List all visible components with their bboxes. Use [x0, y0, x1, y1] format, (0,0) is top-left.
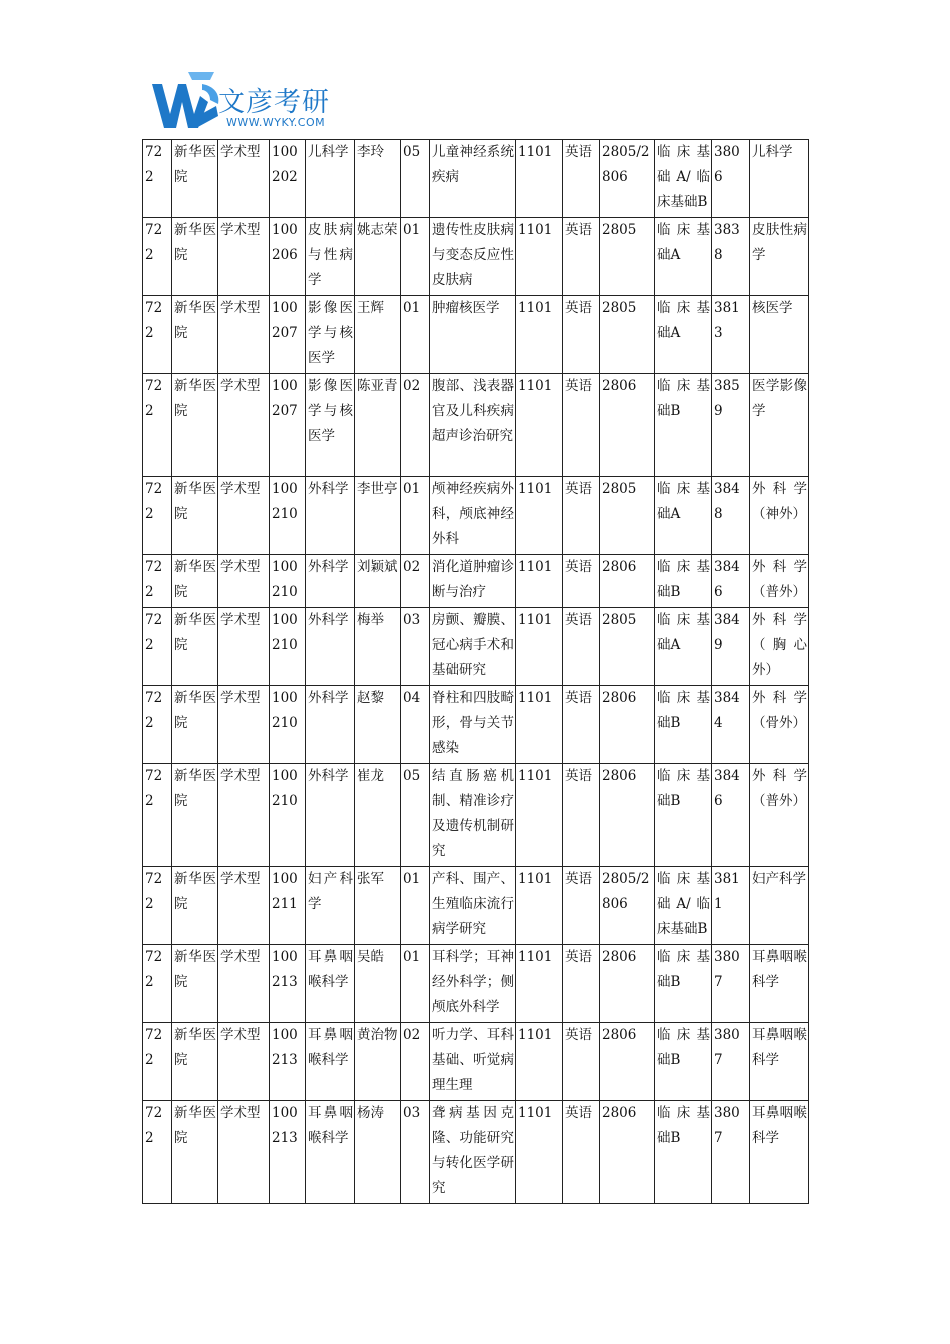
- cell-unit-code: 722: [143, 764, 172, 867]
- cell-politics-code: 1101: [516, 1101, 563, 1204]
- cell-degree-type: 学术型: [218, 686, 270, 764]
- cell-major-code: 100213: [270, 1101, 306, 1204]
- cell-research-direction: 肿瘤核医学: [430, 296, 516, 374]
- cell-major-code: 100207: [270, 296, 306, 374]
- cell-supervisor: 刘颖斌: [355, 555, 401, 608]
- cell-supervisor: 黄治物: [355, 1023, 401, 1101]
- cell-major-code: 100210: [270, 764, 306, 867]
- cell-major-name: 外科学: [306, 477, 355, 555]
- cell-supervisor: 吴皓: [355, 945, 401, 1023]
- cell-degree-type: 学术型: [218, 1101, 270, 1204]
- table-row: [143, 296, 809, 374]
- cell-direction-code: 02: [401, 374, 430, 477]
- table-row: [143, 686, 809, 764]
- cell-major-name: 影像医学与核医学: [306, 374, 355, 477]
- table-row: [143, 764, 809, 867]
- cell-supervisor: 梅举: [355, 608, 401, 686]
- table-body: [143, 140, 809, 1204]
- cell-retest-code: 3846: [712, 555, 750, 608]
- cell-retest-subject: 外科学（胸心外）: [750, 608, 809, 686]
- cell-direction-code: 03: [401, 1101, 430, 1204]
- cell-unit-code: 722: [143, 374, 172, 477]
- cell-unit-code: 722: [143, 867, 172, 945]
- cell-major-name: 外科学: [306, 555, 355, 608]
- cell-major-name: 外科学: [306, 608, 355, 686]
- cell-degree-type: 学术型: [218, 1023, 270, 1101]
- cell-politics-code: 1101: [516, 296, 563, 374]
- cell-retest-code: 3849: [712, 608, 750, 686]
- cell-retest-code: 3807: [712, 945, 750, 1023]
- cell-exam-subject-1: 临床基础B: [655, 945, 712, 1023]
- cell-department: 新华医院: [172, 1101, 218, 1204]
- cell-major-name: 影像医学与核医学: [306, 296, 355, 374]
- cell-direction-code: 05: [401, 764, 430, 867]
- table-row: [143, 945, 809, 1023]
- cell-department: 新华医院: [172, 555, 218, 608]
- cell-major-code: 100210: [270, 686, 306, 764]
- cell-retest-subject: 耳鼻咽喉科学: [750, 945, 809, 1023]
- cell-degree-type: 学术型: [218, 608, 270, 686]
- cell-major-code: 100210: [270, 477, 306, 555]
- cell-exam-subject-1: 临床基础A: [655, 218, 712, 296]
- cell-unit-code: 722: [143, 477, 172, 555]
- cell-direction-code: 01: [401, 218, 430, 296]
- cell-politics-code: 1101: [516, 555, 563, 608]
- cell-department: 新华医院: [172, 1023, 218, 1101]
- cell-retest-code: 3807: [712, 1101, 750, 1204]
- cell-unit-code: 722: [143, 140, 172, 218]
- cell-major-code: 100210: [270, 608, 306, 686]
- cell-politics-code: 1101: [516, 867, 563, 945]
- cell-retest-subject: 外科学（普外）: [750, 555, 809, 608]
- cell-politics-code: 1101: [516, 1023, 563, 1101]
- cell-degree-type: 学术型: [218, 555, 270, 608]
- cell-department: 新华医院: [172, 686, 218, 764]
- cell-unit-code: 722: [143, 945, 172, 1023]
- cell-major-code: 100211: [270, 867, 306, 945]
- cell-research-direction: 儿童神经系统疾病: [430, 140, 516, 218]
- cell-research-direction: 房颤、瓣膜、冠心病手术和基础研究: [430, 608, 516, 686]
- logo-url: WWW.WYKY.COM: [226, 116, 326, 129]
- cell-department: 新华医院: [172, 945, 218, 1023]
- cell-supervisor: 杨涛: [355, 1101, 401, 1204]
- cell-language: 英语: [563, 686, 600, 764]
- table-row: [143, 477, 809, 555]
- cell-degree-type: 学术型: [218, 764, 270, 867]
- cell-degree-type: 学术型: [218, 867, 270, 945]
- cell-politics-code: 1101: [516, 218, 563, 296]
- cell-retest-subject: 皮肤性病学: [750, 218, 809, 296]
- cell-department: 新华医院: [172, 296, 218, 374]
- cell-exam-subject-1: 临床基础B: [655, 686, 712, 764]
- cell-department: 新华医院: [172, 218, 218, 296]
- cell-retest-code: 3848: [712, 477, 750, 555]
- cell-department: 新华医院: [172, 764, 218, 867]
- cell-exam-subject-1: 临床基础B: [655, 1023, 712, 1101]
- cell-research-direction: 产科、围产、生殖临床流行病学研究: [430, 867, 516, 945]
- cell-research-direction: 消化道肿瘤诊断与治疗: [430, 555, 516, 608]
- cell-exam-subject-1: 临床基础B: [655, 764, 712, 867]
- cell-degree-type: 学术型: [218, 296, 270, 374]
- cell-exam-code-1: 2806: [600, 945, 655, 1023]
- cell-retest-subject: 外科学（神外）: [750, 477, 809, 555]
- cell-retest-code: 3859: [712, 374, 750, 477]
- cell-degree-type: 学术型: [218, 374, 270, 477]
- cell-retest-subject: 耳鼻咽喉科学: [750, 1023, 809, 1101]
- table-row: [143, 867, 809, 945]
- cell-retest-code: 3807: [712, 1023, 750, 1101]
- table-row: [143, 374, 809, 477]
- cell-supervisor: 崔龙: [355, 764, 401, 867]
- cell-retest-code: 3838: [712, 218, 750, 296]
- cell-supervisor: 王辉: [355, 296, 401, 374]
- cell-research-direction: 聋病基因克隆、功能研究与转化医学研究: [430, 1101, 516, 1204]
- cell-research-direction: 耳科学；耳神经外科学；侧颅底外科学: [430, 945, 516, 1023]
- cell-retest-subject: 外科学（普外）: [750, 764, 809, 867]
- table-row: [143, 218, 809, 296]
- cell-major-name: 耳鼻咽喉科学: [306, 945, 355, 1023]
- cell-exam-code-1: 2805: [600, 218, 655, 296]
- cell-direction-code: 01: [401, 296, 430, 374]
- cell-direction-code: 01: [401, 945, 430, 1023]
- cell-retest-subject: 核医学: [750, 296, 809, 374]
- cell-retest-subject: 儿科学: [750, 140, 809, 218]
- cell-exam-code-1: 2805: [600, 477, 655, 555]
- cell-major-code: 100213: [270, 1023, 306, 1101]
- cell-major-code: 100202: [270, 140, 306, 218]
- cell-exam-code-1: 2806: [600, 555, 655, 608]
- cell-unit-code: 722: [143, 608, 172, 686]
- cell-exam-code-1: 2805/2806: [600, 140, 655, 218]
- cell-language: 英语: [563, 1023, 600, 1101]
- cell-language: 英语: [563, 140, 600, 218]
- table-row: [143, 608, 809, 686]
- cell-major-code: 100210: [270, 555, 306, 608]
- cell-department: 新华医院: [172, 140, 218, 218]
- cell-supervisor: 李玲: [355, 140, 401, 218]
- cell-exam-code-1: 2806: [600, 1023, 655, 1101]
- cell-major-code: 100207: [270, 374, 306, 477]
- cell-research-direction: 结直肠癌机制、精准诊疗及遗传机制研究: [430, 764, 516, 867]
- cell-department: 新华医院: [172, 608, 218, 686]
- cell-unit-code: 722: [143, 686, 172, 764]
- table-row: [143, 1023, 809, 1101]
- cell-retest-subject: 妇产科学: [750, 867, 809, 945]
- cell-exam-code-1: 2806: [600, 686, 655, 764]
- cell-research-direction: 遗传性皮肤病与变态反应性皮肤病: [430, 218, 516, 296]
- cell-supervisor: 赵黎: [355, 686, 401, 764]
- cell-major-name: 耳鼻咽喉科学: [306, 1023, 355, 1101]
- table-row: [143, 140, 809, 218]
- table-row: [143, 555, 809, 608]
- cell-retest-subject: 医学影像学: [750, 374, 809, 477]
- cell-degree-type: 学术型: [218, 218, 270, 296]
- cell-direction-code: 02: [401, 1023, 430, 1101]
- cell-exam-subject-1: 临床基础B: [655, 555, 712, 608]
- cell-department: 新华医院: [172, 477, 218, 555]
- cell-retest-code: 3846: [712, 764, 750, 867]
- cell-research-direction: 脊柱和四肢畸形，骨与关节感染: [430, 686, 516, 764]
- cell-language: 英语: [563, 867, 600, 945]
- cell-politics-code: 1101: [516, 764, 563, 867]
- cell-major-name: 外科学: [306, 686, 355, 764]
- cell-direction-code: 05: [401, 140, 430, 218]
- cell-degree-type: 学术型: [218, 477, 270, 555]
- cell-exam-subject-1: 临床基础A: [655, 477, 712, 555]
- cell-department: 新华医院: [172, 867, 218, 945]
- cell-degree-type: 学术型: [218, 945, 270, 1023]
- cell-politics-code: 1101: [516, 374, 563, 477]
- cell-major-code: 100213: [270, 945, 306, 1023]
- cell-exam-code-1: 2806: [600, 1101, 655, 1204]
- cell-retest-code: 3806: [712, 140, 750, 218]
- cell-exam-subject-1: 临床基础A: [655, 608, 712, 686]
- cell-supervisor: 姚志荣: [355, 218, 401, 296]
- logo-title: 文彦考研: [218, 87, 330, 118]
- cell-exam-subject-1: 临床基础B: [655, 1101, 712, 1204]
- cell-unit-code: 722: [143, 218, 172, 296]
- cell-politics-code: 1101: [516, 477, 563, 555]
- cell-supervisor: 张军: [355, 867, 401, 945]
- cell-language: 英语: [563, 218, 600, 296]
- cell-department: 新华医院: [172, 374, 218, 477]
- cell-exam-subject-1: 临床基础B: [655, 374, 712, 477]
- cell-retest-code: 3811: [712, 867, 750, 945]
- cell-politics-code: 1101: [516, 686, 563, 764]
- cell-unit-code: 722: [143, 1023, 172, 1101]
- cell-language: 英语: [563, 764, 600, 867]
- cell-major-name: 儿科学: [306, 140, 355, 218]
- cell-exam-subject-1: 临床基础A/临床基础B: [655, 867, 712, 945]
- cell-language: 英语: [563, 477, 600, 555]
- cell-major-name: 皮肤病与性病学: [306, 218, 355, 296]
- cell-supervisor: 陈亚青: [355, 374, 401, 477]
- cell-supervisor: 李世亭: [355, 477, 401, 555]
- admissions-table: [142, 139, 809, 1204]
- cell-retest-code: 3813: [712, 296, 750, 374]
- cell-unit-code: 722: [143, 296, 172, 374]
- cell-language: 英语: [563, 1101, 600, 1204]
- cell-language: 英语: [563, 296, 600, 374]
- cell-unit-code: 722: [143, 1101, 172, 1204]
- cell-politics-code: 1101: [516, 140, 563, 218]
- cell-major-code: 100206: [270, 218, 306, 296]
- cell-major-name: 妇产科学: [306, 867, 355, 945]
- cell-unit-code: 722: [143, 555, 172, 608]
- cell-research-direction: 颅神经疾病外科，颅底神经外科: [430, 477, 516, 555]
- cell-major-name: 外科学: [306, 764, 355, 867]
- cell-exam-code-1: 2806: [600, 374, 655, 477]
- cell-language: 英语: [563, 555, 600, 608]
- cell-exam-subject-1: 临床基础A/临床基础B: [655, 140, 712, 218]
- cell-exam-code-1: 2805/2806: [600, 867, 655, 945]
- cell-retest-subject: 外科学（骨外）: [750, 686, 809, 764]
- cell-exam-code-1: 2805: [600, 608, 655, 686]
- cell-direction-code: 01: [401, 477, 430, 555]
- cell-major-name: 耳鼻咽喉科学: [306, 1101, 355, 1204]
- cell-direction-code: 03: [401, 608, 430, 686]
- cell-direction-code: 04: [401, 686, 430, 764]
- cell-language: 英语: [563, 374, 600, 477]
- table-row: [143, 1101, 809, 1204]
- cell-research-direction: 听力学、耳科基础、听觉病理生理: [430, 1023, 516, 1101]
- cell-degree-type: 学术型: [218, 140, 270, 218]
- cell-politics-code: 1101: [516, 945, 563, 1023]
- cell-retest-subject: 耳鼻咽喉科学: [750, 1101, 809, 1204]
- cell-research-direction: 腹部、浅表器官及儿科疾病超声诊治研究: [430, 374, 516, 477]
- cell-direction-code: 02: [401, 555, 430, 608]
- cell-politics-code: 1101: [516, 608, 563, 686]
- cell-direction-code: 01: [401, 867, 430, 945]
- cell-language: 英语: [563, 945, 600, 1023]
- cell-retest-code: 3844: [712, 686, 750, 764]
- cell-exam-code-1: 2806: [600, 764, 655, 867]
- cell-exam-subject-1: 临床基础A: [655, 296, 712, 374]
- cell-language: 英语: [563, 608, 600, 686]
- cell-exam-code-1: 2805: [600, 296, 655, 374]
